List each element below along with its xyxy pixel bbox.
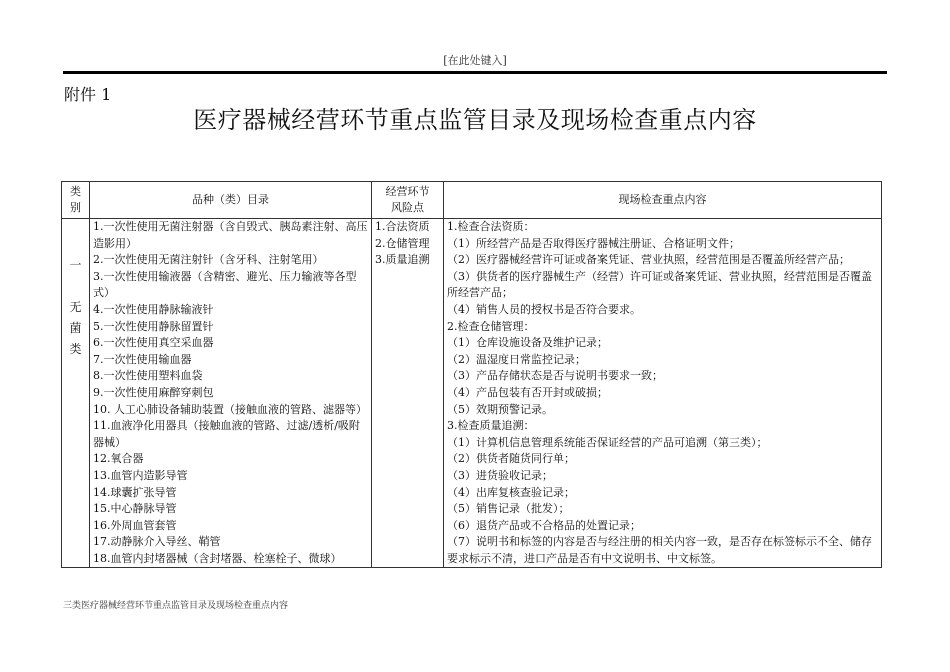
risk-point-item: 3.质量追溯 [375, 253, 430, 267]
inspection-item: （3）产品存储状态是否与说明书要求一致； [447, 369, 663, 383]
header-risk-line: 风险点 [391, 201, 424, 214]
inspection-item: （4）产品包装有否开封或破损； [447, 385, 608, 399]
header-rule [63, 71, 887, 74]
category-char: 无 [69, 300, 82, 314]
inspection-item: （1）计算机信息管理系统能否保证经营的产品可追溯（第三类）； [447, 435, 768, 449]
variety-item: 16.外周血管套管 [93, 518, 177, 532]
inspection-item: （2）温湿度日常监控记录； [447, 352, 586, 366]
header-category-line: 别 [70, 201, 81, 214]
inspection-item: （4）销售人员的授权书是否符合要求。 [447, 302, 641, 316]
inspection-cell [444, 219, 882, 568]
inspection-item: （3）进货验收记录； [447, 468, 553, 482]
inspection-item: （5）效期预警记录。 [447, 402, 553, 416]
document-title: 医疗器械经营环节重点监管目录及现场检查重点内容 [193, 106, 757, 134]
category-char: 类 [69, 342, 82, 356]
header-inspection: 现场检查重点内容 [444, 182, 882, 219]
inspection-item: （4）出库复核查验记录； [447, 485, 575, 499]
variety-item: 4.一次性使用静脉输液针 [93, 302, 214, 316]
header-risk-points [372, 182, 444, 219]
variety-item: 3.一次性使用输液器（含精密、避光、压力输液等各型式） [93, 269, 357, 300]
table-header-row [62, 182, 882, 219]
inspection-item: （2）医疗器械经营许可证或备案凭证、营业执照，经营范围是否覆盖所经营产品； [447, 253, 850, 267]
header-category-line: 类 [70, 185, 81, 198]
inspection-item: 3.检查质量追溯： [447, 419, 535, 433]
category-cell [62, 219, 90, 568]
page-header-placeholder[interactable]: [在此处键入] [443, 54, 507, 67]
variety-item: 12.氧合器 [93, 452, 144, 466]
variety-item: 18.血管内封堵器械（含封堵器、栓塞栓子、微球） [93, 551, 342, 565]
inspection-item: （1）仓库设施设备及维护记录； [447, 336, 608, 350]
variety-item: 13.血管内造影导管 [93, 468, 188, 482]
inspection-item: （2）供货者随货同行单； [447, 452, 575, 466]
risk-point-item: 2.仓储管理 [375, 236, 430, 250]
inspection-item: （6）退货产品或不合格品的处置记录； [447, 518, 641, 532]
variety-item: 7.一次性使用输血器 [93, 352, 192, 366]
inspection-item: （5）销售记录（批发）； [447, 502, 570, 516]
variety-item: 8.一次性使用塑料血袋 [93, 369, 203, 383]
attachment-label: 附件 1 [64, 85, 112, 104]
variety-item: 15.中心静脉导管 [93, 502, 177, 516]
category-char [63, 276, 88, 297]
inspection-item: （1）所经营产品是否取得医疗器械注册证、合格证明文件； [447, 236, 740, 250]
risk-points-cell [372, 219, 444, 568]
variety-item: 5.一次性使用静脉留置针 [93, 319, 214, 333]
variety-item: 2.一次性使用无菌注射针（含牙科、注射笔用） [93, 253, 324, 267]
header-varieties: 品种（类）目录 [90, 182, 372, 219]
risk-point-item: 1.合法资质 [375, 220, 430, 233]
variety-item: 11.血液净化用器具（接触血液的管路、过滤/透析/吸附器械） [93, 419, 360, 449]
variety-item: 14.球囊扩张导管 [93, 485, 177, 499]
inspection-item: （3）供货者的医疗器械生产（经营）许可证或备案凭证、营业执照，经营范围是否覆盖所经营产品； [447, 269, 872, 300]
inspection-item: 1.检查合法资质： [447, 220, 535, 233]
variety-item: 10. 人工心肺设备辅助装置（接触血液的管路、滤器等） [93, 402, 367, 416]
variety-item: 9.一次性使用麻醉穿刺包 [93, 385, 214, 399]
variety-item: 17.动静脉介入导丝、鞘管 [93, 535, 221, 549]
variety-item: 1.一次性使用无菌注射器（含自毁式、胰岛素注射、高压造影用） [93, 220, 368, 250]
table-row [62, 219, 882, 568]
category-char: 一 [69, 258, 82, 272]
header-category [62, 182, 90, 219]
variety-item: 6.一次性使用真空采血器 [93, 336, 214, 350]
category-char: 菌 [69, 321, 82, 335]
supervision-table [61, 181, 882, 568]
page-footer: 三类医疗器械经营环节重点监管目录及现场检查重点内容 [63, 601, 289, 611]
header-risk-line: 经营环节 [385, 185, 430, 198]
varieties-cell [90, 219, 372, 568]
inspection-item: （7）说明书和标签的内容是否与经注册的相关内容一致，是否存在标签标示不全、储存要求标示不清，进口产品是否有中文说明书、中文标签。 [447, 535, 872, 565]
inspection-item: 2.检查仓储管理： [447, 319, 535, 333]
